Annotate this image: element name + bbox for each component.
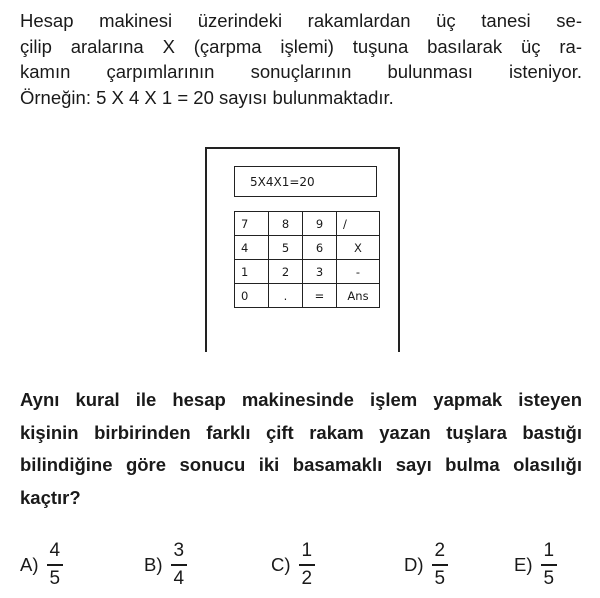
key: 5 xyxy=(269,236,303,260)
fraction-numerator: 1 xyxy=(543,540,555,562)
option-letter: D) xyxy=(404,554,424,575)
fraction-bar xyxy=(47,564,64,566)
calculator-display: 5X4X1=20 xyxy=(234,166,377,197)
key: = xyxy=(303,284,337,308)
fraction-bar xyxy=(432,564,449,566)
key: 3 xyxy=(303,260,337,284)
intro-line: Örneğin: 5 X 4 X 1 = 20 sayısı bulunmaktadır. xyxy=(20,86,394,108)
keypad-row xyxy=(235,236,380,260)
fraction-denominator: 5 xyxy=(543,567,555,589)
fraction-bar xyxy=(171,564,188,566)
fraction-bar xyxy=(299,564,316,566)
option-e[interactable] xyxy=(514,537,557,593)
option-b[interactable] xyxy=(144,537,187,593)
option-letter: A) xyxy=(20,554,39,575)
key: 8 xyxy=(269,212,303,236)
key: . xyxy=(269,284,303,308)
option-fraction xyxy=(171,540,188,590)
option-fraction xyxy=(47,540,64,590)
key: / xyxy=(337,212,380,236)
key: 7 xyxy=(235,212,269,236)
fraction-denominator: 5 xyxy=(434,567,446,589)
key: 0 xyxy=(235,284,269,308)
option-letter: E) xyxy=(514,554,533,575)
fraction-denominator: 5 xyxy=(49,567,61,589)
key: 1 xyxy=(235,260,269,284)
keypad-row xyxy=(235,212,380,236)
key: 2 xyxy=(269,260,303,284)
option-fraction xyxy=(541,540,558,590)
option-fraction xyxy=(432,540,449,590)
option-d[interactable] xyxy=(404,537,448,593)
fraction-numerator: 2 xyxy=(434,540,446,562)
option-letter: C) xyxy=(271,554,291,575)
fraction-numerator: 3 xyxy=(173,540,185,562)
fraction-bar xyxy=(541,564,558,566)
option-c[interactable] xyxy=(271,537,315,593)
fraction-numerator: 4 xyxy=(49,540,61,562)
calculator-keypad xyxy=(234,211,380,308)
key: Ans xyxy=(337,284,380,308)
fraction-numerator: 1 xyxy=(301,540,313,562)
keypad-row xyxy=(235,260,380,284)
keypad-row xyxy=(235,284,380,308)
question-line: kişinin birbirinden farklı çift rakam yazan tuşlara bastığı xyxy=(20,421,582,443)
problem-intro xyxy=(20,8,582,110)
intro-line: Hesap makinesi üzerindeki rakamlardan üç tanesi se- xyxy=(20,10,582,31)
key: 6 xyxy=(303,236,337,260)
intro-line: kamın çarpımlarının sonuçlarının bulunması isteniyor. xyxy=(20,61,582,82)
key: X xyxy=(337,236,380,260)
option-letter: B) xyxy=(144,554,163,575)
key: - xyxy=(337,260,380,284)
fraction-denominator: 4 xyxy=(173,567,185,589)
intro-line: çilip aralarına X (çarpma işlemi) tuşuna basılarak üç ra- xyxy=(20,35,582,57)
fraction-denominator: 2 xyxy=(301,567,313,589)
question-text xyxy=(20,384,582,514)
question-line: bilindiğine göre sonucu iki basamaklı sayı bulma olasılığı xyxy=(20,454,582,475)
calculator-figure xyxy=(205,147,400,352)
key: 4 xyxy=(235,236,269,260)
question-line: Aynı kural ile hesap makinesinde işlem yapmak isteyen xyxy=(20,389,582,410)
key: 9 xyxy=(303,212,337,236)
question-line: kaçtır? xyxy=(20,486,81,508)
option-a[interactable] xyxy=(20,537,63,593)
option-fraction xyxy=(299,540,316,590)
